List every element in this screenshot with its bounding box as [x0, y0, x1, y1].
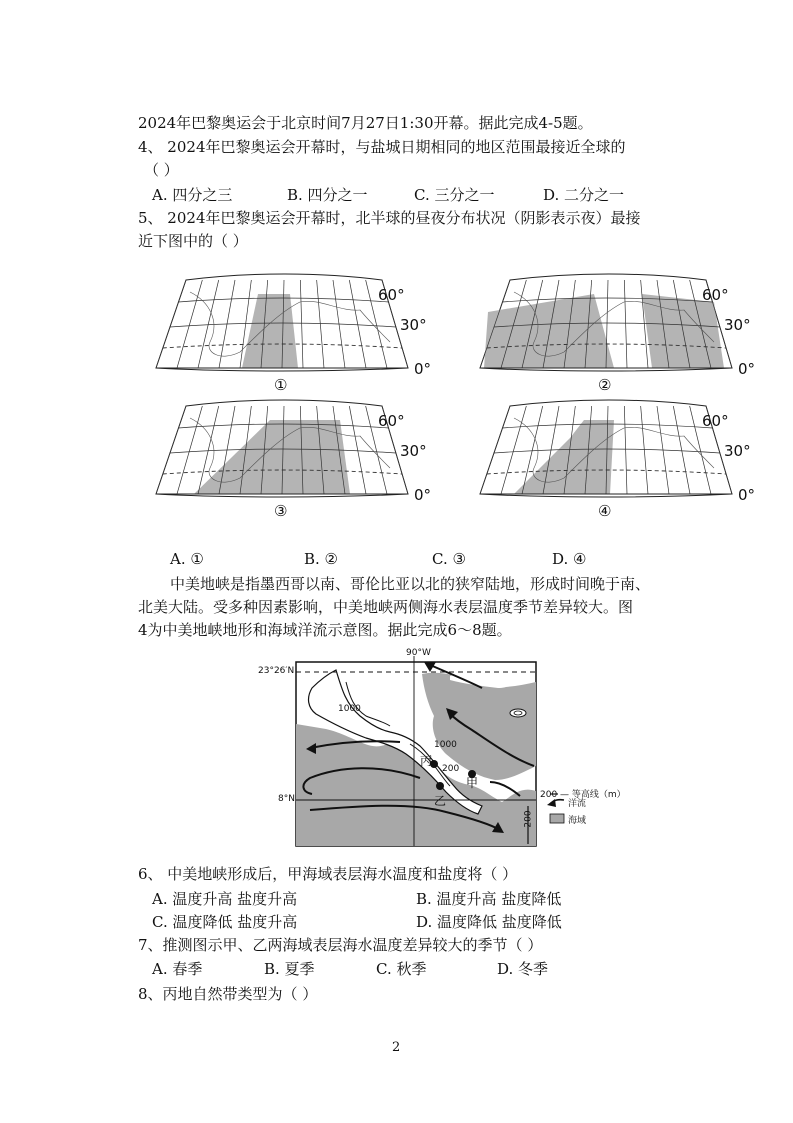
q5-option-d[interactable]: D. ④: [552, 550, 587, 568]
q4-stem: 4、 2024年巴黎奥运会开幕时，与盐城日期相同的地区范围最接近全球的: [138, 138, 626, 156]
intro-q68-line2: 北美大陆。受多种因素影响，中美地峡两侧海水表层温度季节差异较大。图: [138, 598, 634, 616]
fig4-contour-200-a: 200: [442, 764, 460, 774]
map-4-lat-label: 60°: [702, 412, 729, 430]
q5-stem-line2: 近下图中的（ ）: [138, 232, 248, 250]
map-2-lat-label: 0°: [738, 360, 756, 378]
intro-q45: 2024年巴黎奥运会于北京时间7月27日1:30开幕。据此完成4-5题。: [138, 114, 593, 132]
fig4-lon-label: 90°W: [406, 648, 431, 658]
map-2-lat-label: 30°: [724, 316, 751, 334]
daynight-map-3: [150, 398, 432, 522]
daynight-map-4: [474, 398, 756, 522]
figure-4-central-america-map: [250, 646, 630, 851]
q6-stem: 6、 中美地峡形成后，甲海域表层海水温度和盐度将（ ）: [138, 865, 518, 883]
map-3-lat-label: 0°: [414, 486, 432, 504]
map-1-lat-label: 60°: [378, 286, 405, 304]
intro-q68-line3: 4为中美地峡地形和海域洋流示意图。据此完成6～8题。: [138, 621, 512, 639]
fig4-lat-top: 23°26′N: [258, 666, 295, 676]
daynight-map-2-graphic: [474, 272, 736, 378]
map-4-lat-label: 0°: [738, 486, 756, 504]
q7-stem: 7、推测图示甲、乙两海域表层海水温度差异较大的季节（ ）: [138, 936, 543, 954]
q7-option-d[interactable]: D. 冬季: [497, 960, 549, 978]
map-3-number-label: ③: [274, 502, 288, 520]
daynight-map-1: [150, 272, 432, 396]
q6-option-d[interactable]: D. 温度降低 盐度降低: [416, 913, 562, 931]
map-4-lat-label: 30°: [724, 442, 751, 460]
q7-option-a[interactable]: A. 春季: [152, 960, 203, 978]
q5-option-c[interactable]: C. ③: [432, 550, 466, 568]
q4-paren: （ ）: [144, 161, 179, 179]
q4-option-c[interactable]: C. 三分之一: [414, 186, 495, 204]
daynight-map-2: [474, 272, 756, 396]
q5-option-a[interactable]: A. ①: [170, 550, 204, 568]
page-number: 2: [392, 1040, 401, 1055]
fig4-place-bing: 丙: [420, 754, 433, 768]
fig4-contour-200-b: 200: [523, 810, 534, 828]
fig4-contour-1000-b: 1000: [434, 740, 457, 750]
q5-option-b[interactable]: B. ②: [304, 550, 339, 568]
q4-option-d[interactable]: D. 二分之一: [543, 186, 625, 204]
q7-option-c[interactable]: C. 秋季: [376, 960, 427, 978]
fig4-place-jia: 甲: [466, 776, 479, 790]
fig4-lat-bottom: 8°N: [278, 794, 295, 804]
fig4-legend-current: 洋流: [568, 799, 587, 809]
intro-q68-line1: 中美地峡是指墨西哥以南、哥伦比亚以北的狭窄陆地，形成时间晚于南、: [170, 575, 651, 593]
daynight-map-1-graphic: [150, 272, 412, 378]
q6-option-a[interactable]: A. 温度升高 盐度升高: [152, 890, 298, 908]
fig4-place-yi: 乙: [434, 794, 447, 808]
fig4-legend-contour: 200 — 等高线（m）: [540, 790, 626, 800]
q6-option-c[interactable]: C. 温度降低 盐度升高: [152, 913, 298, 931]
q4-option-b[interactable]: B. 四分之一: [287, 186, 368, 204]
daynight-map-4-graphic: [474, 398, 736, 504]
map-1-lat-label: 30°: [400, 316, 427, 334]
map-3-lat-label: 60°: [378, 412, 405, 430]
map-4-number-label: ④: [598, 502, 612, 520]
q7-option-b[interactable]: B. 夏季: [264, 960, 315, 978]
fig4-legend-sea: 海域: [568, 816, 587, 826]
map-2-number-label: ②: [598, 376, 612, 394]
map-1-lat-label: 0°: [414, 360, 432, 378]
map-3-lat-label: 30°: [400, 442, 427, 460]
q8-stem: 8、丙地自然带类型为（ ）: [138, 985, 318, 1003]
map-1-number-label: ①: [274, 376, 288, 394]
q6-option-b[interactable]: B. 温度升高 盐度降低: [416, 890, 562, 908]
daynight-map-3-graphic: [150, 398, 412, 504]
fig4-contour-1000-a: 1000: [338, 704, 361, 714]
map-2-lat-label: 60°: [702, 286, 729, 304]
q4-option-a[interactable]: A. 四分之三: [152, 186, 233, 204]
q5-stem-line1: 5、 2024年巴黎奥运会开幕时，北半球的昼夜分布状况（阴影表示夜）最接: [138, 209, 641, 227]
